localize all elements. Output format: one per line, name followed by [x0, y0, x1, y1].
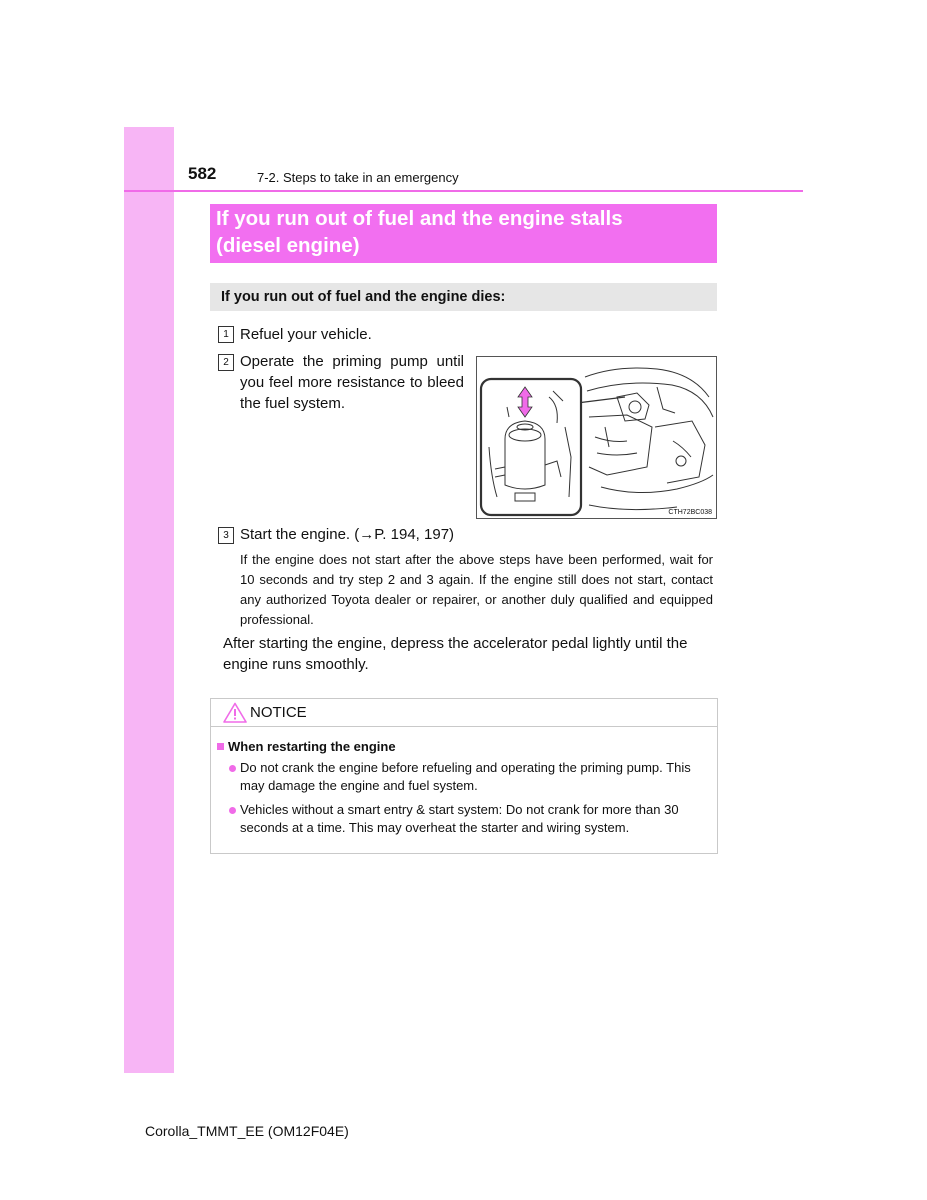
step-3-note: If the engine does not start after the above steps have been performed, wait for 10 seconds and try step 2 and 3 again. If the engine still does not start, contact any authorized Toyota dealer or repairer, or another duly qualified and equipped professional. — [240, 552, 713, 627]
side-tab-bar — [124, 127, 174, 1073]
header-rule — [124, 190, 803, 192]
step-number-3: 3 — [218, 527, 234, 544]
notice-box — [210, 698, 718, 854]
section-title — [210, 204, 717, 263]
step-text-1: Refuel your vehicle. — [240, 326, 372, 343]
round-bullet-icon — [229, 765, 236, 772]
square-bullet-icon — [217, 743, 224, 750]
priming-pump-illustration — [477, 357, 717, 519]
page-number: 582 — [188, 164, 217, 183]
step-number-1: 1 — [218, 326, 234, 343]
notice-item-1: Do not crank the engine before refueling and operating the priming pump. This may damage the engine and fuel system. — [240, 760, 691, 793]
engine-figure — [476, 356, 717, 519]
warning-triangle-icon — [223, 702, 247, 723]
section-breadcrumb: 7-2. Steps to take in an emergency — [257, 170, 459, 185]
notice-item-2: Vehicles without a smart entry & start system: Do not crank for more than 30 seconds at a time. This may overheat the starter and wiring system. — [240, 802, 679, 835]
notice-header — [211, 699, 717, 727]
section-title-line-2: (diesel engine) — [216, 234, 360, 257]
notice-subheading-text: When restarting the engine — [228, 739, 396, 754]
notice-label: NOTICE — [250, 704, 307, 721]
figure-code: CTH72BC038 — [668, 509, 712, 516]
after-start-instruction: After starting the engine, depress the accelerator pedal lightly until the engine runs smoothly. — [223, 635, 688, 673]
step-text-2: Operate the priming pump until you feel more resistance to bleed the fuel system. — [240, 353, 464, 412]
notice-subheading — [217, 739, 396, 754]
step-number-2: 2 — [218, 354, 234, 371]
round-bullet-icon — [229, 807, 236, 814]
footer-model-code: Corolla_TMMT_EE (OM12F04E) — [145, 1123, 349, 1139]
step-text-3: Start the engine. (→P. 194, 197) — [240, 526, 455, 543]
procedure-subheading: If you run out of fuel and the engine dies: — [210, 283, 717, 311]
section-title-line-1: If you run out of fuel and the engine stalls — [216, 207, 623, 230]
